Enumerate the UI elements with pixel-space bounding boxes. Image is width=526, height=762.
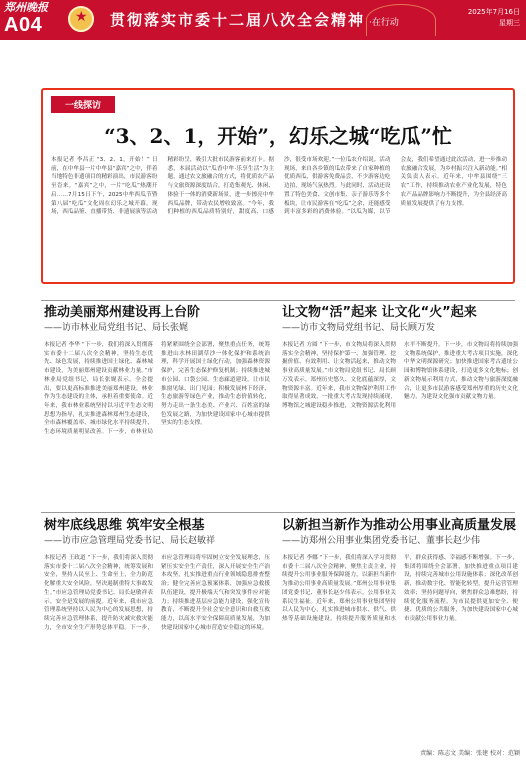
newspaper-logo: 郑州晚报: [4, 1, 48, 14]
featured-body: [51, 156, 507, 278]
issue-weekday: 星期三: [499, 19, 520, 27]
article-public-utilities: [282, 518, 518, 754]
article-subheadline: ——访郑州公用事业集团党委书记、董事长赵少伟: [282, 536, 481, 546]
party-emblem-icon: [68, 6, 94, 32]
masthead: [0, 0, 526, 40]
article-body: 本报记者 李华 “下一步，我们将深入贯彻落实市委十二届八次全会精神，坚持生态优先、绿色发展，持续推进国土绿化、森林城市建设，为美丽郑州建设贡献林业力量。”市林业局党组书记、局长张娓表示。全会提出，要以更高标准推进美丽郑州建设。林业作为生态建设的主体，承担着重要使命。近年来，我市林业系统坚持以习近平生态文明思想为指导，扎实推进森林郑州生态建设，全市森林覆盖率、城市绿化水平持续提升，生态环境质量明显改善。下一步，市林业局将紧紧围绕全会部署，聚焦重点任务，统筹推进山水林田湖草沙一体化保护和系统治理，科学开展国土绿化行动，加强森林资源保护，完善生态保护修复机制；持续推进城市公园、口袋公园、生态廊道建设，让市民推窗见绿、出门见园；积极发展林下经济、生态旅游等绿色产业，推动生态价值转化，努力走出一条生态美、产业兴、百姓富的绿色发展之路，为加快建设国家中心城市提供坚实的生态支撑。: [44, 342, 270, 436]
featured-body-text: 本报记者 李昌正 “3、2、1，开始！” 日前，在中牟县一片中牟县“嘉宾”之中，伴着当地特色非遗项目的精彩演出，市民游客纷至沓来。“嘉宾”之中，一片“吃瓜”热潮开启……7月15日下午，2025中牟西瓜节暨第八届“吃瓜”文化周在幻乐之城开幕。现场，西瓜品鉴、直播带货、非遗展演等活动精彩纷呈，吸引大批市民游客前来打卡。据悉，本届活动以“瓜香中牟·乐享生活”为主题，通过农文旅融合的方式，将优质农产品与文旅资源深度结合，打造集观光、休闲、体验于一体的消费新场景，进一步擦亮中牟西瓜品牌，带动农民增收致富。“今年，我们种植的西瓜品质特别好，甜度高、口感沙，很受市场欢迎。”一位瓜农介绍说。活动现场，来自各乡镇的瓜农带来了自家种植的优质西瓜，供游客免费品尝，不少游客边吃边拍，现场气氛热烈。与此同时，活动还设置了特色美食、文创市集、亲子游乐等多个板块，让市民游客在“吃瓜”之余，还能感受到丰富多彩的消费体验。“以瓜为媒，以节会友，我们希望通过此次活动，进一步推动农旅融合发展，为乡村振兴注入新动能。”相关负责人表示。近年来，中牟县围绕“三农”工作，持续推动农业产业化发展，特色农产品品牌影响力不断提升，为全县经济高质量发展提供了有力支撑。: [51, 157, 507, 216]
article-cultural-relics: [282, 305, 518, 523]
divider: [41, 300, 515, 301]
page-credits: 责编：陈志文 美编：张建 校对：范颖: [420, 750, 520, 757]
issue-date: 2025年7月16日: [467, 8, 520, 16]
article-headline: 以新担当新作为推动公用事业高质量发展: [282, 518, 517, 533]
article-headline: 推动美丽郑州建设再上台阶: [44, 305, 201, 320]
article-headline: 让文物“活”起来 让文化“火”起来: [282, 305, 477, 320]
article-body: 本报记者 王政道 “下一步，我们将深入贯彻落实市委十二届八次全会精神，统筹发展和安全，坚持人民至上、生命至上，全力防范化解重大安全风险，坚决遏制重特大事故发生。”市应急管理局党委书记、局长赵敏祥表示。安全是发展的前提。近年来，我市应急管理系统坚持以人民为中心的发展思想，持续完善应急管理体系，提升防灾减灾救灾能力，全市安全生产形势总体平稳。下一步，市应急管理局将牢固树立安全发展理念，压紧压实安全生产责任，深入开展安全生产治本攻坚，扎实推进重点行业领域隐患排查整治；健全完善应急预案体系，加强应急救援队伍建设，提升极端天气和突发事件应对能力；持续推进基层应急能力建设，强化宣传教育，不断提升全社会安全意识和自救互救能力，以高水平安全保障高质量发展，为加快建设国家中心城市营造安全稳定的环境。: [44, 555, 270, 631]
masthead-decoration: [366, 4, 436, 36]
section-title: [110, 9, 399, 30]
section-ribbon: 一线探访: [51, 96, 115, 113]
section-subtitle: ·在行动: [369, 18, 399, 28]
article-body: 本报记者 李娜 “下一步，我们将深入学习贯彻市委十二届八次全会精神，聚焦主责主业，持续提升公用事业服务保障能力，以新担当新作为推动公用事业高质量发展。”郑州公用事业集团党委书记、董事长赵少伟表示。公用事业关系民生福祉。近年来，郑州公用事业集团坚持以人民为中心，扎实推进城市供水、供气、供热等基础设施建设，持续提升服务质量和水平，群众获得感、幸福感不断增强。下一步，集团将围绕全会部署，加快推进重点项目建设，持续完善城市公用设施体系；深化改革创新，推动数字化、智能化转型，提升运营管理效率；坚持问题导向，聚焦群众急难愁盼，持续优化服务流程，为市民提供更加安全、便捷、优质的公共服务，为加快建设国家中心城市贡献公用事业力量。: [282, 555, 518, 622]
article-forestry: [44, 305, 270, 523]
article-emergency: [44, 518, 270, 754]
page-number: A04: [4, 14, 43, 36]
masthead-brand: [4, 2, 62, 38]
article-subheadline: ——访市应急管理局党委书记、局长赵敏祥: [44, 536, 216, 546]
masthead-date-block: [468, 7, 520, 29]
section-title-text: 贯彻落实市委十二届八次全会精神: [110, 11, 366, 29]
divider: [41, 512, 515, 513]
article-headline: 树牢底线思维 筑牢安全根基: [44, 518, 205, 533]
featured-article: [41, 88, 515, 284]
featured-headline: “3、2、1，开始”，幻乐之城“吃瓜”忙: [104, 124, 452, 148]
article-body: 本报记者 方圆 “下一步，市文物局将深入贯彻落实全会精神，坚持保护第一、加强管理、挖掘价值、有效利用、让文物活起来，推动文物事业高质量发展。”市文物局党组书记、局长顾万发表示。郑州历史悠久、文化底蕴深厚，文物资源丰富。近年来，我市文物保护利用工作取得显著成效，一批重大考古发现持续涌现，博物馆之城建设稳步推进，文物资源活化利用水平不断提升。下一步，市文物局将持续加强文物系统保护，推进重大考古项目实施，深化中华文明探源研究；加快推进国家考古遗址公园和博物馆体系建设，打造更多文化地标；创新文物展示利用方式，推动文物与旅游深度融合，让更多市民游客感受郑州厚重的历史文化魅力，为建设文化强市贡献文物力量。: [282, 342, 518, 409]
article-subheadline: ——访市文物局党组书记、局长顾万发: [282, 323, 436, 333]
article-subheadline: ——访市林业局党组书记、局长张娓: [44, 323, 189, 333]
